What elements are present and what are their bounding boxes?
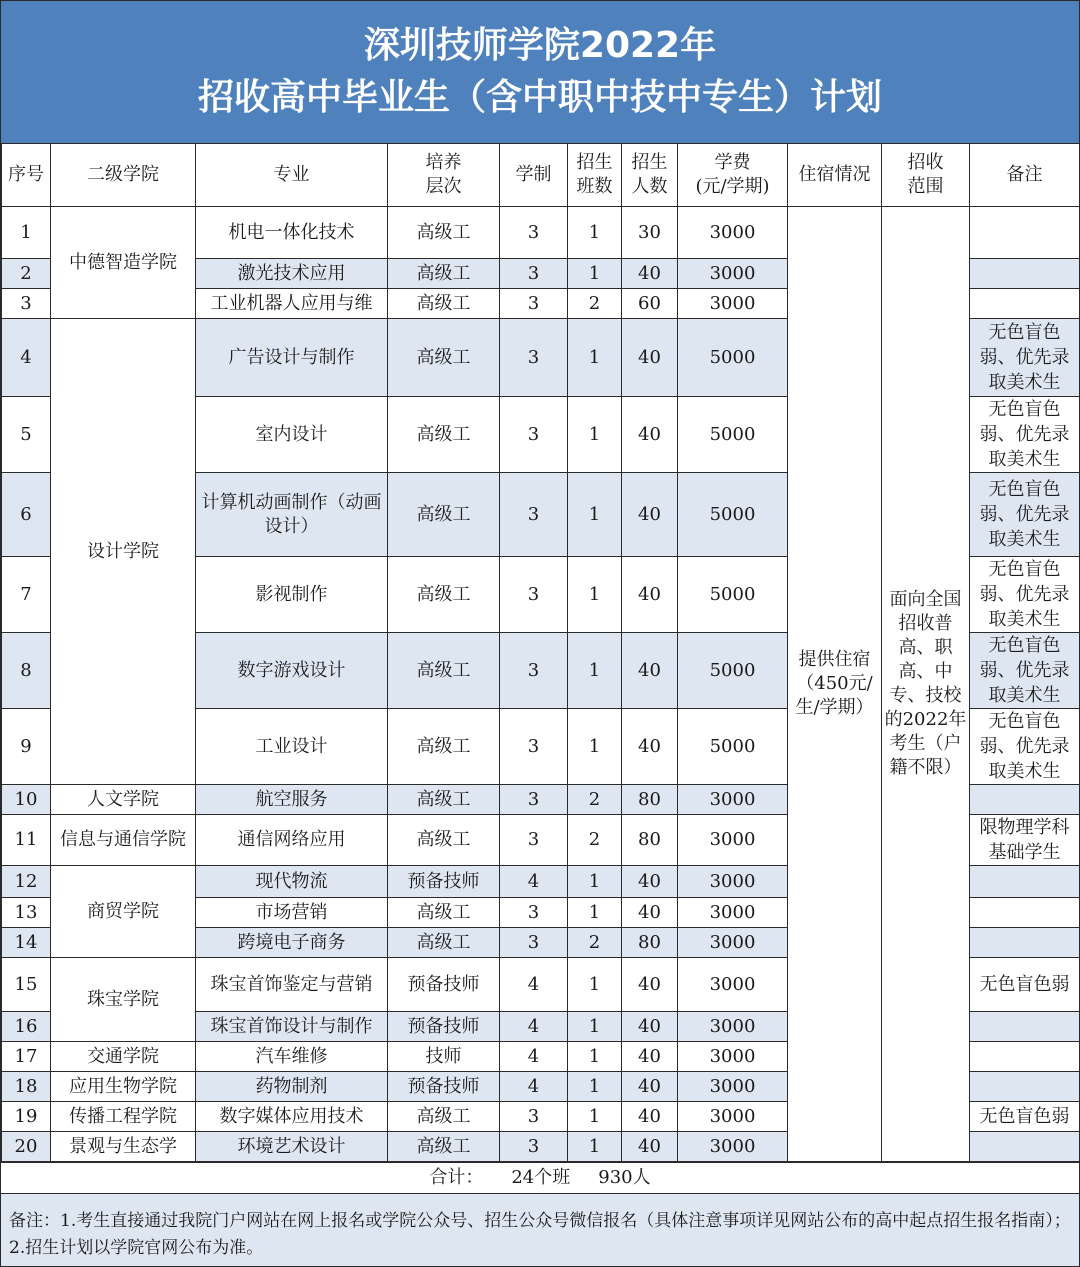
header-scope: 招收 范围 (882, 144, 970, 207)
study-years: 3 (500, 815, 568, 866)
row-note: 无色盲色弱、优先录取美术生 (970, 633, 1080, 709)
tuition-fee: 3000 (678, 1042, 788, 1072)
header-note: 备注 (970, 144, 1080, 207)
class-count: 1 (568, 473, 622, 557)
major-name: 广告设计与制作 (196, 319, 388, 397)
enrollment-count: 40 (622, 898, 678, 928)
training-level: 高级工 (388, 815, 500, 866)
enrollment-count: 80 (622, 815, 678, 866)
enrollment-count: 30 (622, 207, 678, 259)
class-count: 2 (568, 785, 622, 815)
training-level: 高级工 (388, 397, 500, 473)
college-name: 珠宝学院 (51, 958, 196, 1042)
row-number: 9 (2, 709, 51, 785)
class-count: 1 (568, 1132, 622, 1162)
class-count: 2 (568, 928, 622, 958)
training-level: 高级工 (388, 633, 500, 709)
row-note (970, 1042, 1080, 1072)
class-count: 1 (568, 319, 622, 397)
class-count: 1 (568, 1102, 622, 1132)
college-name: 中德智造学院 (51, 207, 196, 319)
tuition-fee: 3000 (678, 866, 788, 898)
tuition-fee: 3000 (678, 1132, 788, 1162)
class-count: 1 (568, 709, 622, 785)
college-name: 传播工程学院 (51, 1102, 196, 1132)
college-name: 交通学院 (51, 1042, 196, 1072)
row-number: 18 (2, 1072, 51, 1102)
row-number: 11 (2, 815, 51, 866)
enrollment-count: 60 (622, 289, 678, 319)
enrollment-count: 80 (622, 928, 678, 958)
tuition-fee: 3000 (678, 1072, 788, 1102)
major-name: 药物制剂 (196, 1072, 388, 1102)
study-years: 3 (500, 1132, 568, 1162)
study-years: 3 (500, 709, 568, 785)
enrollment-count: 40 (622, 709, 678, 785)
major-name: 跨境电子商务 (196, 928, 388, 958)
study-years: 3 (500, 319, 568, 397)
college-name: 景观与生态学 (51, 1132, 196, 1162)
class-count: 1 (568, 1072, 622, 1102)
total-label: 合计： (429, 1167, 484, 1188)
row-note: 无色盲色弱、优先录取美术生 (970, 473, 1080, 557)
enrollment-count: 40 (622, 473, 678, 557)
major-name: 航空服务 (196, 785, 388, 815)
enrollment-count: 40 (622, 1042, 678, 1072)
study-years: 3 (500, 557, 568, 633)
header-no: 序号 (2, 144, 51, 207)
study-years: 3 (500, 473, 568, 557)
training-level: 高级工 (388, 898, 500, 928)
row-note (970, 928, 1080, 958)
major-name: 通信网络应用 (196, 815, 388, 866)
row-note: 无色盲色弱 (970, 1102, 1080, 1132)
study-years: 3 (500, 207, 568, 259)
row-number: 19 (2, 1102, 51, 1132)
row-note (970, 259, 1080, 289)
major-name: 市场营销 (196, 898, 388, 928)
row-number: 17 (2, 1042, 51, 1072)
row-number: 16 (2, 1012, 51, 1042)
total-people: 930人 (598, 1167, 651, 1188)
row-number: 13 (2, 898, 51, 928)
major-name: 汽车维修 (196, 1042, 388, 1072)
tuition-fee: 3000 (678, 207, 788, 259)
row-note (970, 207, 1080, 259)
enrollment-count: 40 (622, 1072, 678, 1102)
training-level: 高级工 (388, 319, 500, 397)
tuition-fee: 5000 (678, 397, 788, 473)
tuition-fee: 3000 (678, 1102, 788, 1132)
row-note (970, 1012, 1080, 1042)
row-note: 无色盲色弱、优先录取美术生 (970, 397, 1080, 473)
major-name: 珠宝首饰设计与制作 (196, 1012, 388, 1042)
college-name: 应用生物学院 (51, 1072, 196, 1102)
study-years: 3 (500, 259, 568, 289)
tuition-fee: 5000 (678, 709, 788, 785)
tuition-fee: 3000 (678, 259, 788, 289)
major-name: 工业机器人应用与维 (196, 289, 388, 319)
row-note: 无色盲色弱、优先录取美术生 (970, 557, 1080, 633)
enrollment-count: 40 (622, 259, 678, 289)
row-number: 20 (2, 1132, 51, 1162)
college-name: 商贸学院 (51, 866, 196, 958)
row-note (970, 1072, 1080, 1102)
study-years: 3 (500, 397, 568, 473)
class-count: 1 (568, 557, 622, 633)
header-level: 培养 层次 (388, 144, 500, 207)
study-years: 3 (500, 785, 568, 815)
study-years: 3 (500, 633, 568, 709)
major-name: 计算机动画制作（动画设计） (196, 473, 388, 557)
row-number: 10 (2, 785, 51, 815)
row-number: 2 (2, 259, 51, 289)
tuition-fee: 3000 (678, 928, 788, 958)
class-count: 1 (568, 397, 622, 473)
major-name: 工业设计 (196, 709, 388, 785)
study-years: 4 (500, 958, 568, 1012)
study-years: 4 (500, 1012, 568, 1042)
enrollment-count: 40 (622, 1102, 678, 1132)
class-count: 1 (568, 866, 622, 898)
major-name: 数字游戏设计 (196, 633, 388, 709)
row-number: 7 (2, 557, 51, 633)
class-count: 1 (568, 898, 622, 928)
dorm-info: 提供住宿（450元/生/学期） (788, 207, 882, 1162)
training-level: 预备技师 (388, 958, 500, 1012)
header-classes: 招生 班数 (568, 144, 622, 207)
total-classes: 24个班 (511, 1167, 571, 1188)
tuition-fee: 3000 (678, 815, 788, 866)
enrollment-count: 40 (622, 1012, 678, 1042)
training-level: 高级工 (388, 928, 500, 958)
study-years: 3 (500, 1102, 568, 1132)
major-name: 数字媒体应用技术 (196, 1102, 388, 1132)
enrollment-count: 40 (622, 397, 678, 473)
enrollment-count: 40 (622, 866, 678, 898)
row-number: 14 (2, 928, 51, 958)
training-level: 高级工 (388, 1132, 500, 1162)
row-number: 8 (2, 633, 51, 709)
study-years: 3 (500, 928, 568, 958)
class-count: 1 (568, 958, 622, 1012)
tuition-fee: 3000 (678, 958, 788, 1012)
major-name: 现代物流 (196, 866, 388, 898)
header-major: 专业 (196, 144, 388, 207)
training-level: 高级工 (388, 557, 500, 633)
row-note (970, 289, 1080, 319)
row-number: 6 (2, 473, 51, 557)
major-name: 影视制作 (196, 557, 388, 633)
college-name: 信息与通信学院 (51, 815, 196, 866)
row-number: 5 (2, 397, 51, 473)
header-fee: 学费 (元/学期) (678, 144, 788, 207)
class-count: 1 (568, 1012, 622, 1042)
row-note: 无色盲色弱、优先录取美术生 (970, 319, 1080, 397)
training-level: 高级工 (388, 289, 500, 319)
header-years: 学制 (500, 144, 568, 207)
header-dorm: 住宿情况 (788, 144, 882, 207)
tuition-fee: 3000 (678, 785, 788, 815)
title-banner (1, 1, 1079, 144)
study-years: 4 (500, 1042, 568, 1072)
study-years: 3 (500, 898, 568, 928)
header-people: 招生 人数 (622, 144, 678, 207)
enrollment-count: 40 (622, 557, 678, 633)
tuition-fee: 5000 (678, 473, 788, 557)
training-level: 预备技师 (388, 1072, 500, 1102)
title-line-1: 深圳技师学院2022年 (363, 25, 717, 66)
footnote: 备注：1.考生直接通过我院门户网站在网上报名或学院公众号、招生公众号微信报名（具体注意事项详见网站公布的高中起点招生报名指南）；2.招生计划以学院官网公布为准。 (1, 1194, 1079, 1266)
tuition-fee: 3000 (678, 289, 788, 319)
training-level: 高级工 (388, 1102, 500, 1132)
row-note (970, 866, 1080, 898)
enrollment-count: 40 (622, 633, 678, 709)
training-level: 高级工 (388, 473, 500, 557)
admission-plan-table (1, 143, 1080, 1162)
training-level: 技师 (388, 1042, 500, 1072)
college-name: 人文学院 (51, 785, 196, 815)
row-note (970, 1132, 1080, 1162)
row-note (970, 898, 1080, 928)
class-count: 1 (568, 1042, 622, 1072)
header-college: 二级学院 (51, 144, 196, 207)
row-number: 1 (2, 207, 51, 259)
row-number: 4 (2, 319, 51, 397)
title-line-2: 招收高中毕业生（含中职中技中专生）计划 (197, 77, 882, 118)
row-number: 15 (2, 958, 51, 1012)
row-number: 12 (2, 866, 51, 898)
training-level: 高级工 (388, 785, 500, 815)
row-note: 无色盲色弱、优先录取美术生 (970, 709, 1080, 785)
class-count: 2 (568, 815, 622, 866)
total-row (1, 1162, 1079, 1194)
training-level: 预备技师 (388, 1012, 500, 1042)
row-note: 无色盲色弱 (970, 958, 1080, 1012)
enrollment-count: 80 (622, 785, 678, 815)
study-years: 4 (500, 866, 568, 898)
table-row (2, 207, 1080, 259)
major-name: 珠宝首饰鉴定与营销 (196, 958, 388, 1012)
major-name: 激光技术应用 (196, 259, 388, 289)
tuition-fee: 5000 (678, 319, 788, 397)
college-name: 设计学院 (51, 319, 196, 785)
enrollment-count: 40 (622, 319, 678, 397)
enrollment-count: 40 (622, 958, 678, 1012)
row-number: 3 (2, 289, 51, 319)
training-level: 预备技师 (388, 866, 500, 898)
tuition-fee: 5000 (678, 633, 788, 709)
major-name: 环境艺术设计 (196, 1132, 388, 1162)
row-note (970, 785, 1080, 815)
class-count: 1 (568, 259, 622, 289)
tuition-fee: 3000 (678, 898, 788, 928)
study-years: 3 (500, 289, 568, 319)
tuition-fee: 5000 (678, 557, 788, 633)
table-header-row (2, 144, 1080, 207)
major-name: 室内设计 (196, 397, 388, 473)
enrollment-count: 40 (622, 1132, 678, 1162)
training-level: 高级工 (388, 207, 500, 259)
training-level: 高级工 (388, 259, 500, 289)
class-count: 1 (568, 207, 622, 259)
class-count: 1 (568, 633, 622, 709)
study-years: 4 (500, 1072, 568, 1102)
major-name: 机电一体化技术 (196, 207, 388, 259)
row-note: 限物理学科基础学生 (970, 815, 1080, 866)
enrollment-scope: 面向全国招收普高、职高、中专、技校的2022年考生（户籍不限） (882, 207, 970, 1162)
training-level: 高级工 (388, 709, 500, 785)
tuition-fee: 3000 (678, 1012, 788, 1042)
class-count: 2 (568, 289, 622, 319)
